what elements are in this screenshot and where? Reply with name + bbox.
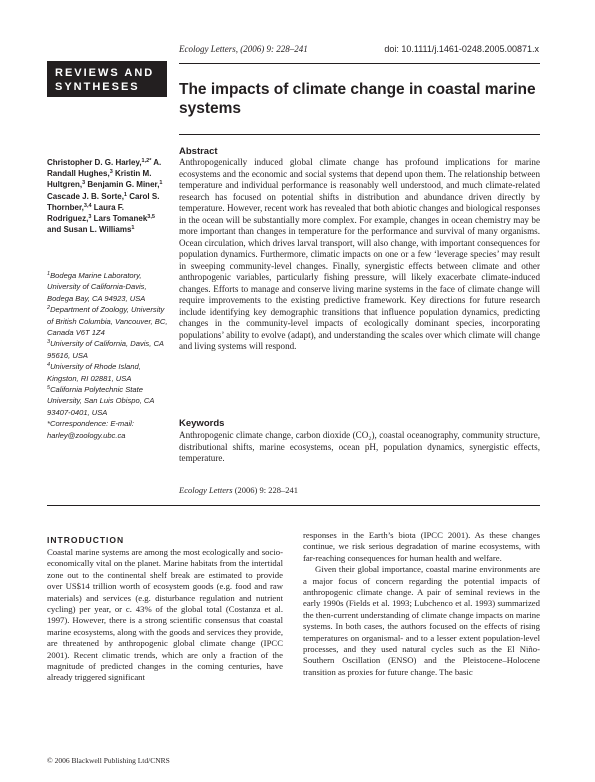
author-list bbox=[47, 157, 169, 235]
author-affiliation-marker: 1 bbox=[123, 191, 127, 198]
affiliation-text: University of Rhode Island, Kingston, RI 02881, USA bbox=[47, 362, 141, 383]
affiliation-text: Bodega Marine Laboratory, University of California-Davis, Bodega Bay, CA 94923, USA bbox=[47, 271, 147, 303]
affiliation bbox=[47, 304, 171, 338]
affiliation-marker: 3 bbox=[47, 339, 51, 346]
affiliation-text: Department of Zoology, University of British Columbia, Vancouver, BC, Canada V6T 1Z4 bbox=[47, 305, 168, 338]
journal-reference: Ecology Letters, (2006) 9: 228–241 bbox=[179, 44, 308, 54]
author-affiliation-marker: 1 bbox=[159, 180, 163, 187]
affiliation bbox=[47, 384, 171, 418]
author-affiliation-marker: 3 bbox=[82, 180, 86, 187]
author-name: Cascade J. B. Sorte, bbox=[47, 191, 124, 201]
introduction-heading: INTRODUCTION bbox=[47, 535, 125, 545]
copyright-footer: © 2006 Blackwell Publishing Ltd/CNRS bbox=[47, 756, 170, 765]
intro-column-right bbox=[303, 530, 540, 678]
affiliation-marker: 4 bbox=[47, 362, 51, 369]
affiliation-text: California Polytechnic State University, San Luis Obispo, CA 93407-0401, USA bbox=[47, 385, 155, 417]
author-affiliation-marker: 3,4 bbox=[83, 202, 92, 209]
affiliation bbox=[47, 338, 171, 361]
affiliation-marker: 1 bbox=[47, 271, 51, 277]
author-affiliation-marker: 3 bbox=[88, 214, 92, 221]
banner-line-1: REVIEWS AND bbox=[55, 67, 155, 79]
author-name: A. Randall Hughes, bbox=[47, 158, 162, 179]
keywords-text: Anthropogenic climate change, carbon dioxide (CO₂), coastal oceanography, community structure, distributional shifts, marine ecosystems, ocean pH, population dynamics, synergistic effects, temperature. bbox=[179, 430, 540, 463]
intro-paragraph-2: Given their global importance, coastal marine environments are a major focus of concern regarding the potential impacts of anthropogenic climate change. A pair of seminal reviews in the early 1990s (Fields et al. 1993; Lubchenco et al. 1993) summarized the then-current understanding of climate change impacts on marine systems. In both cases, the authors focused on the effects of rising temperatures on organismal- and to a lesser extent population-level processes, and they used natural cycles such as the El Niño-Southern Oscillation (ENSO) and the Pleistocene–Holocene transition as proxies for future change. The basic bbox=[303, 564, 540, 677]
author-name: Carol S. Thornber, bbox=[47, 191, 160, 212]
article-title: The impacts of climate change in coastal marine systems bbox=[179, 81, 536, 117]
affiliation bbox=[47, 361, 171, 384]
affiliation-marker: 2 bbox=[47, 305, 51, 312]
author-name: Christopher D. G. Harley, bbox=[47, 158, 142, 167]
author-name: Lars Tomanek bbox=[91, 214, 148, 224]
top-rule bbox=[179, 63, 540, 64]
author-affiliation-marker: 1,2* bbox=[141, 158, 152, 164]
author-name: Benjamin G. Miner, bbox=[85, 180, 160, 190]
affiliation-text: *Correspondence: E-mail: harley@zoology.ubc.ca bbox=[47, 419, 134, 440]
intro-paragraph-1: responses in the Earth’s biota (IPCC 2001). As these changes continue, we risk serious degradation of marine ecosystems, with far-reaching consequences for human health and welfare. bbox=[303, 530, 540, 563]
intro-column-left: Coastal marine systems are among the most ecologically and socio-economically vital on the planet. Marine habitats from the intertidal zone out to the continental shelf break are estimated to provide over US$14 trillion worth of ecosystem goods (e.g. food and raw materials) and services (e.g. disturbance regulation and nutrient cycling) per year, or c. 43% of the global total (Costanza et al. 1997). However, there is a strong scientific consensus that coastal marine ecosystems, along with the goods and services they provide, are threatened by anthropogenic global climate change (IPCC 2001). Recent climatic trends, which are only a fraction of the magnitude of predicted changes in the coming centuries, have already triggered significant bbox=[47, 547, 283, 683]
abstract-heading: Abstract bbox=[179, 146, 218, 157]
affiliation bbox=[47, 270, 171, 304]
doi: doi: 10.1111/j.1461-0248.2005.00871.x bbox=[384, 44, 539, 54]
citation-details: (2006) 9: 228–241 bbox=[232, 485, 298, 495]
affiliation-text: University of California, Davis, CA 95616, USA bbox=[47, 339, 164, 360]
author-name: Laura F. Rodriguez, bbox=[47, 202, 124, 224]
author-name: and Susan L. Williams bbox=[47, 225, 132, 235]
abstract-text: Anthropogenically induced global climate change has profound implications for marine ecosystems and the economic and social systems that depend upon them. The relationship between temperature and individual performance is reasonably well understood, and much climate-related research has focused on potential shifts in distribution and abundance driven directly by temperature. However, recent work has revealed that both abiotic changes and biological responses in the ocean will be substantially more complex. For example, changes in ocean chemistry may be more important than changes in temperature for the performance and survival of many organisms. Ocean circulation, which drives larval transport, will also change, with important consequences for population dynamics. Furthermore, climatic impacts on one or a few ‘leverage species’ may result in sweeping community-level changes. Finally, synergistic effects between climate and other anthropogenic variables, particularly fishing pressure, will likely exacerbate climate-induced changes. Efforts to manage and conserve living marine systems in the face of climate change will require improvements to the existing predictive framework. Key directions for future research include identifying key demographic transitions that influence population dynamics, predicting changes in the community-level impacts of ecologically dominant species, incorporating populations’ ability to evolve (adapt), and understanding the scales over which climate will change and living systems will respond. bbox=[179, 157, 540, 351]
banner-line-2: SYNTHESES bbox=[55, 81, 140, 93]
affiliation-list bbox=[47, 270, 171, 441]
author-affiliation-marker: 3,5 bbox=[147, 214, 155, 221]
citation-journal: Ecology Letters bbox=[179, 485, 233, 495]
citation-line bbox=[179, 485, 298, 495]
title-rule bbox=[179, 134, 540, 135]
affiliation bbox=[47, 418, 171, 441]
section-banner bbox=[47, 61, 167, 97]
affiliation-marker: 5 bbox=[47, 385, 51, 392]
keywords-heading: Keywords bbox=[179, 418, 225, 429]
author-name: Kristin M. Hultgren, bbox=[47, 169, 152, 190]
author-affiliation-marker: 1 bbox=[131, 225, 135, 232]
author-affiliation-marker: 3 bbox=[109, 169, 113, 176]
section-rule bbox=[47, 505, 540, 506]
